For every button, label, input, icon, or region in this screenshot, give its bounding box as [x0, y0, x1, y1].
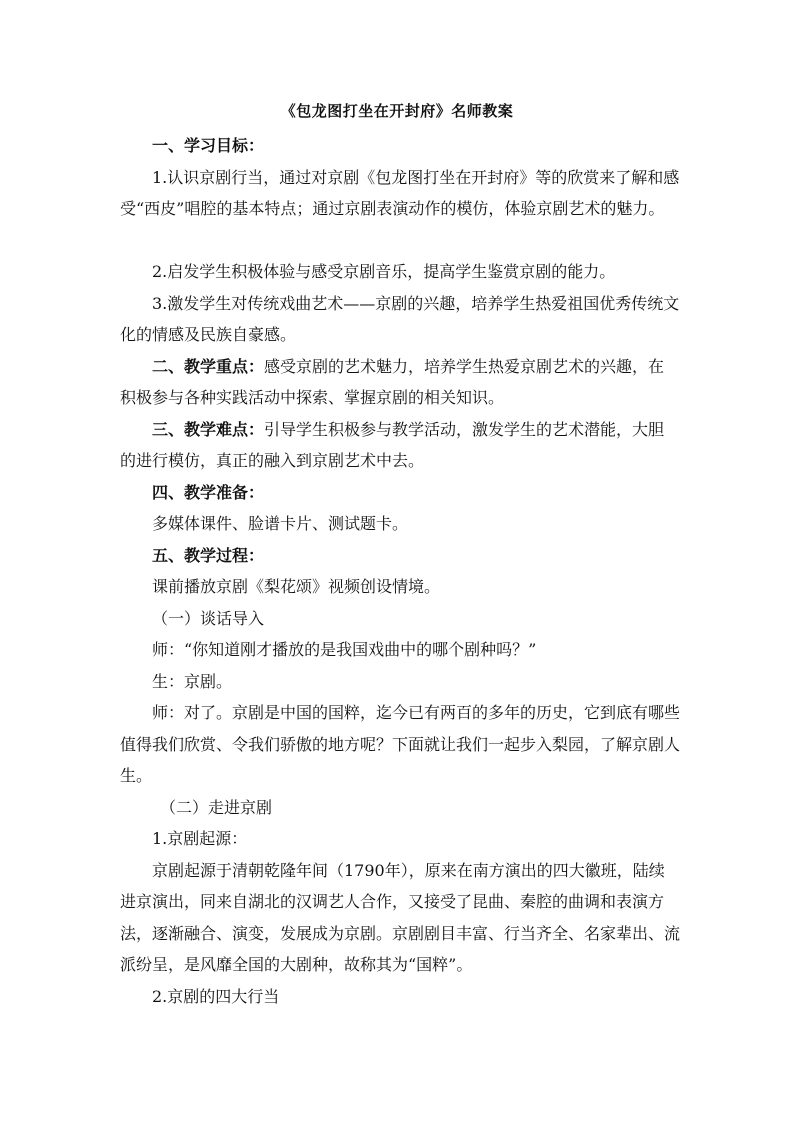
- difficulties-text: 引导学生积极参与教学活动，激发学生的艺术潜能，大胆的进行模仿，真正的融入到京剧艺术中去。: [120, 419, 665, 470]
- section-heading-preparation: 四、教学准备：: [152, 482, 265, 502]
- roles-heading: 2.京剧的四大行当: [152, 986, 280, 1006]
- key-points-text: 感受京剧的艺术魅力，培养学生热爱京剧艺术的兴趣，在积极参与各种实践活动中探索、掌握京剧的相关知识。: [120, 356, 665, 407]
- key-points-paragraph: [120, 351, 680, 414]
- section-heading-goals: 一、学习目标：: [152, 136, 265, 155]
- origin-text: 京剧起源于清朝乾隆年间（1790年），原来在南方演出的四大徽班，陆续进京演出，同来自湖北的汉调艺人合作，又接受了昆曲、秦腔的曲调和表演方法，逐渐融合、演变，发展成为京剧。京剧剧目丰富、行当齐全、名家辈出、流派纷呈，是风靡全国的大剧种，故称其为“国粹”。: [120, 860, 681, 974]
- difficulties-paragraph: [120, 414, 680, 477]
- goal-item-2: 2.启发学生积极体验与感受京剧音乐，提高学生鉴赏京剧的能力。: [152, 262, 616, 281]
- process-intro: 课前播放京剧《梨花颂》视频创设情境。: [152, 577, 441, 596]
- subheading-talk-intro: （一）谈话导入: [152, 608, 265, 628]
- preparation-text: 多媒体课件、脸谱卡片、测试题卡。: [152, 514, 409, 533]
- goal-item-3: 3.激发学生对传统戏曲艺术——京剧的兴趣，培养学生热爱祖国优秀传统文化的情感及民族自豪感。: [120, 293, 680, 344]
- document-body: [120, 130, 680, 1012]
- blank-line: [120, 225, 680, 257]
- section-heading-key-points: 二、教学重点：: [152, 356, 265, 376]
- goal-item-1: 1.认识京剧行当，通过对京剧《包龙图打坐在开封府》等的欣赏来了解和感受“西皮”唱腔的基本特点；通过京剧表演动作的模仿，体验京剧艺术的魅力。: [120, 167, 680, 218]
- section-heading-process: 五、教学过程：: [152, 545, 265, 565]
- dialog-line-1: 师：“你知道刚才播放的是我国戏曲中的哪个剧种吗？”: [152, 640, 537, 659]
- dialog-line-3: 师：对了。京剧是中国的国粹，迄今已有两百的多年的历史，它到底有哪些值得我们欣赏、令我们骄傲的地方呢？下面就让我们一起步入梨园，了解京剧人生。: [120, 703, 681, 785]
- origin-heading: 1.京剧起源：: [152, 829, 248, 848]
- section-heading-difficulties: 三、教学难点：: [152, 419, 265, 439]
- dialog-line-2: 生：京剧。: [152, 671, 233, 691]
- subheading-enter-peking-opera: （二）走进京剧: [160, 797, 273, 817]
- document-title: 《包龙图打坐在开封府》名师教案: [280, 102, 514, 120]
